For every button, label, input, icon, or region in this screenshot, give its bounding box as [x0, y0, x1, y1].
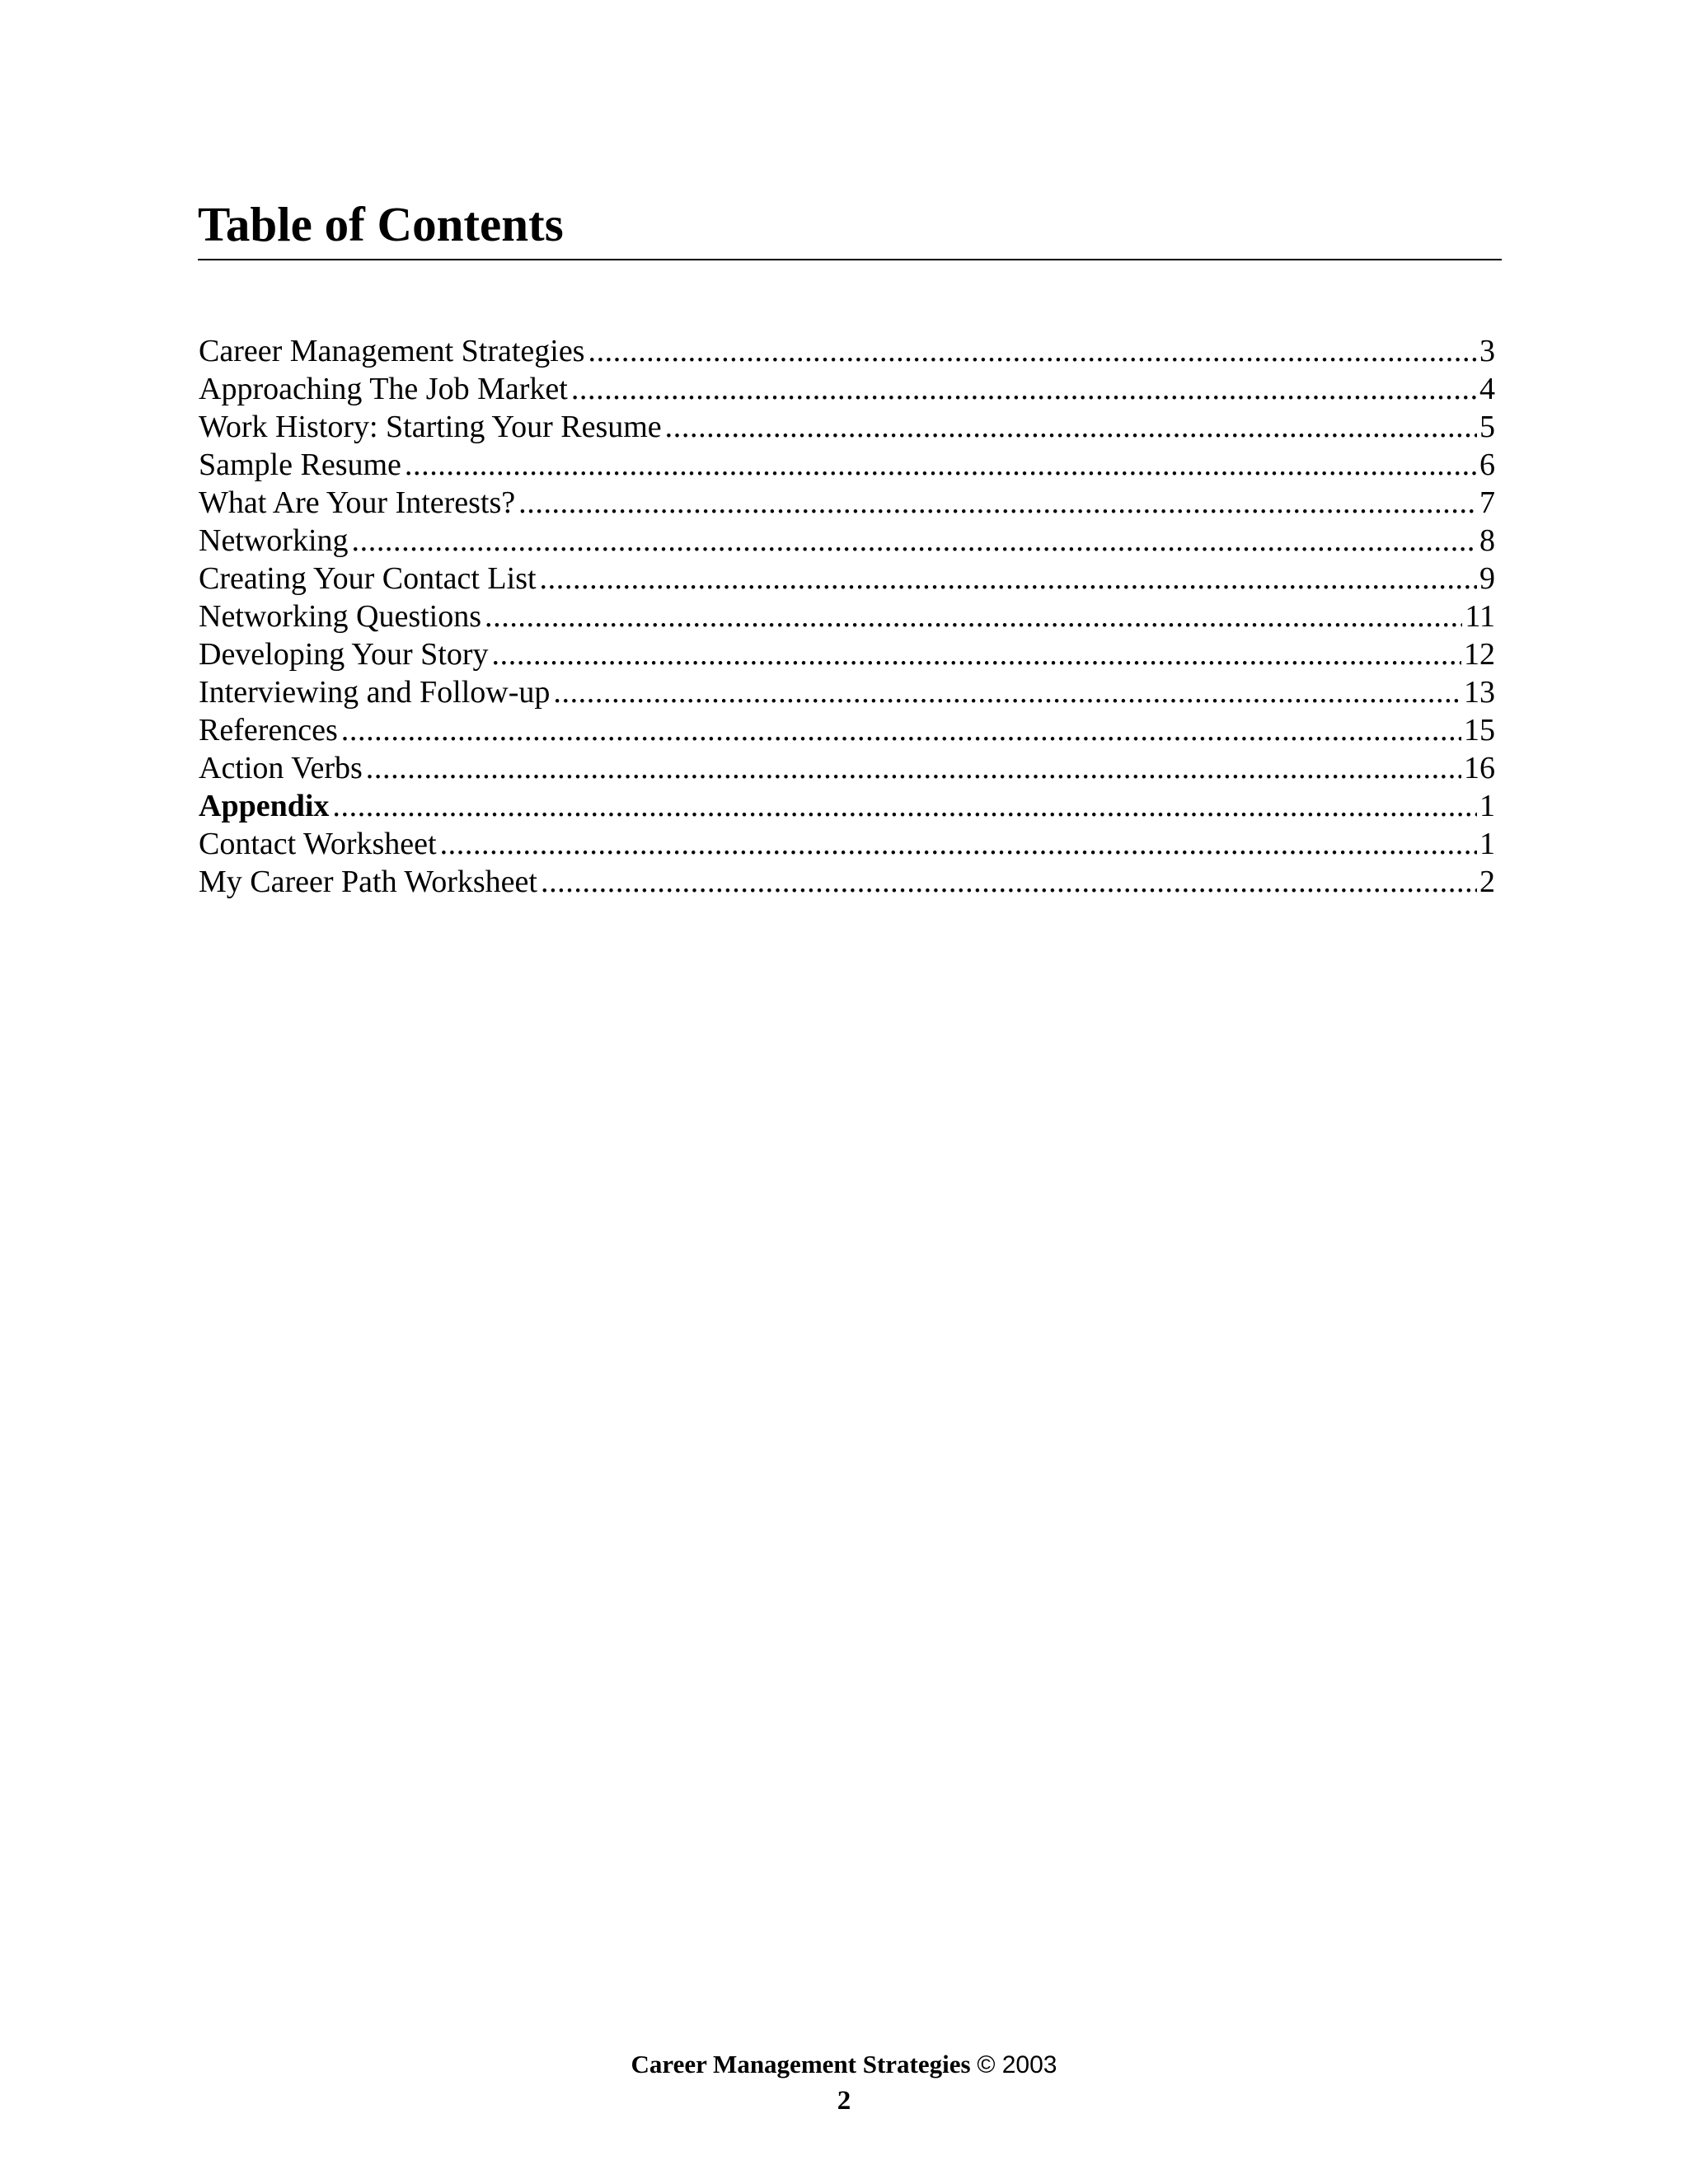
toc-entry[interactable] [199, 522, 1495, 560]
toc-entry-page: 1 [1479, 789, 1495, 823]
toc-leader [492, 635, 1461, 673]
toc-entry-page: 1 [1479, 827, 1495, 861]
toc-entry-page: 16 [1464, 751, 1495, 785]
toc-entry[interactable] [199, 408, 1495, 446]
toc-entry-title: Creating Your Contact List [199, 561, 537, 596]
toc-entry-title: Work History: Starting Your Resume [199, 410, 662, 444]
toc-entry-page: 5 [1479, 410, 1495, 444]
toc-entry[interactable] [199, 749, 1495, 787]
toc-entry-page: 3 [1479, 334, 1495, 368]
toc-list [199, 332, 1495, 901]
toc-entry-title: Interviewing and Follow-up [199, 675, 551, 710]
toc-entry-title: Action Verbs [199, 751, 363, 785]
toc-entry-page: 15 [1464, 713, 1495, 748]
toc-leader [352, 522, 1477, 560]
toc-entry[interactable] [199, 446, 1495, 484]
toc-leader [440, 825, 1477, 863]
toc-entry-title: References [199, 713, 338, 748]
toc-entry-title: Career Management Strategies [199, 334, 585, 368]
toc-entry-title: Approaching The Job Market [199, 372, 568, 406]
toc-entry[interactable] [199, 484, 1495, 522]
toc-leader [518, 484, 1477, 522]
toc-entry-title: My Career Path Worksheet [199, 865, 537, 899]
toc-entry-page: 6 [1479, 448, 1495, 482]
toc-entry[interactable] [199, 598, 1495, 635]
footer-copyright: © 2003 [977, 2051, 1057, 2079]
toc-leader [332, 787, 1477, 825]
toc-entry[interactable] [199, 825, 1495, 863]
toc-leader [540, 560, 1477, 598]
toc-entry-page: 2 [1479, 865, 1495, 899]
toc-leader [405, 446, 1477, 484]
toc-entry-page: 4 [1479, 372, 1495, 406]
toc-leader [341, 711, 1461, 749]
toc-entry[interactable] [199, 673, 1495, 711]
toc-entry[interactable] [199, 635, 1495, 673]
toc-entry-title: Sample Resume [199, 448, 401, 482]
toc-entry-page: 13 [1464, 675, 1495, 710]
toc-entry-title: Contact Worksheet [199, 827, 437, 861]
page-title: Table of Contents [198, 196, 1502, 260]
toc-entry-page: 9 [1479, 561, 1495, 596]
toc-entry[interactable] [199, 370, 1495, 408]
toc-leader [665, 408, 1477, 446]
footer-title: Career Management Strategies [631, 2050, 971, 2079]
toc-entry-title: What Are Your Interests? [199, 485, 516, 520]
toc-entry[interactable] [199, 863, 1495, 901]
toc-entry-page: 7 [1479, 485, 1495, 520]
toc-entry[interactable] [199, 560, 1495, 598]
toc-leader [571, 370, 1477, 408]
toc-leader [541, 863, 1477, 901]
page-number: 2 [837, 2086, 851, 2116]
toc-entry-page: 8 [1479, 523, 1495, 558]
toc-entry[interactable] [199, 711, 1495, 749]
toc-entry-appendix[interactable] [199, 787, 1495, 825]
page-footer [0, 2048, 1688, 2082]
toc-entry-title: Developing Your Story [199, 637, 489, 672]
toc-entry-title: Appendix [199, 789, 330, 823]
toc-leader [553, 673, 1461, 711]
toc-entry-title: Networking Questions [199, 599, 482, 634]
toc-entry-page: 12 [1464, 637, 1495, 672]
toc-leader [366, 749, 1461, 787]
toc-entry[interactable] [199, 332, 1495, 370]
toc-leader [588, 332, 1477, 370]
toc-entry-page: 11 [1465, 599, 1495, 634]
toc-leader [485, 598, 1462, 635]
toc-entry-title: Networking [199, 523, 349, 558]
